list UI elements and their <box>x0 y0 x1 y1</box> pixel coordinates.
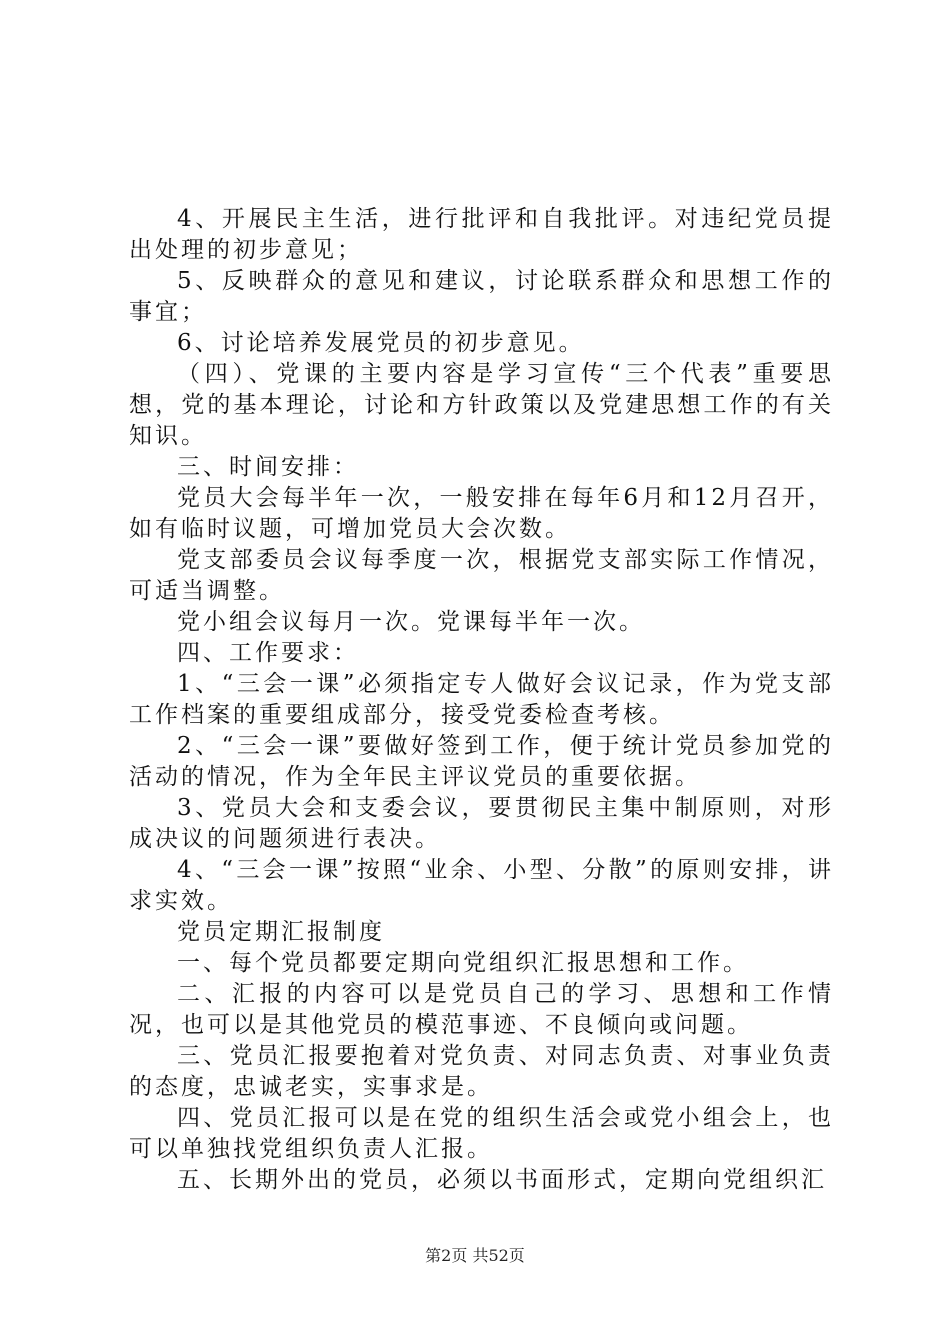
page-footer <box>0 1243 950 1266</box>
section-title: 党员定期汇报制度 <box>177 919 385 945</box>
paragraph: 1、“三会一课”必须指定专人做好会议记录，作为党支部工作档案的重要组成部分，接受党委检查考核。 <box>129 671 834 728</box>
paragraph: 党小组会议每月一次。党课每半年一次。 <box>177 609 645 635</box>
paragraph: 3、党员大会和支委会议，要贯彻民主集中制原则，对形成决议的问题须进行表决。 <box>129 795 834 852</box>
paragraph: 4、开展民主生活，进行批评和自我批评。对违纪党员提出处理的初步意见； <box>129 206 834 263</box>
section-heading: 四、工作要求： <box>177 640 359 666</box>
paragraph: 2、“三会一课”要做好签到工作，便于统计党员参加党的活动的情况，作为全年民主评议党员的重要依据。 <box>129 733 834 790</box>
paragraph: 一、每个党员都要定期向党组织汇报思想和工作。 <box>177 950 749 976</box>
paragraph: 四、党员汇报可以是在党的组织生活会或党小组会上，也可以单独找党组织负责人汇报。 <box>129 1105 834 1162</box>
paragraph: （四）、党课的主要内容是学习宣传“三个代表”重要思想，党的基本理论，讨论和方针政策以及党建思想工作的有关知识。 <box>129 361 834 449</box>
paragraph: 5、反映群众的意见和建议，讨论联系群众和思想工作的事宜； <box>129 268 834 325</box>
paragraph: 4、“三会一课”按照“业余、小型、分散”的原则安排，讲求实效。 <box>129 857 834 914</box>
paragraph: 6、讨论培养发展党员的初步意见。 <box>177 330 585 356</box>
paragraph: 五、长期外出的党员，必须以书面形式，定期向党组织汇 <box>177 1167 827 1193</box>
document-body <box>129 204 834 1196</box>
page-number: 第2页 共52页 <box>425 1246 525 1265</box>
paragraph: 党员大会每半年一次，一般安排在每年6月和12月召开，如有临时议题，可增加党员大会次数。 <box>129 485 834 542</box>
paragraph: 三、党员汇报要抱着对党负责、对同志负责、对事业负责的态度，忠诚老实，实事求是。 <box>129 1043 834 1100</box>
paragraph: 党支部委员会议每季度一次，根据党支部实际工作情况，可适当调整。 <box>129 547 834 604</box>
section-heading: 三、时间安排： <box>177 454 359 480</box>
paragraph: 二、汇报的内容可以是党员自己的学习、思想和工作情况，也可以是其他党员的模范事迹、不良倾向或问题。 <box>129 981 834 1038</box>
